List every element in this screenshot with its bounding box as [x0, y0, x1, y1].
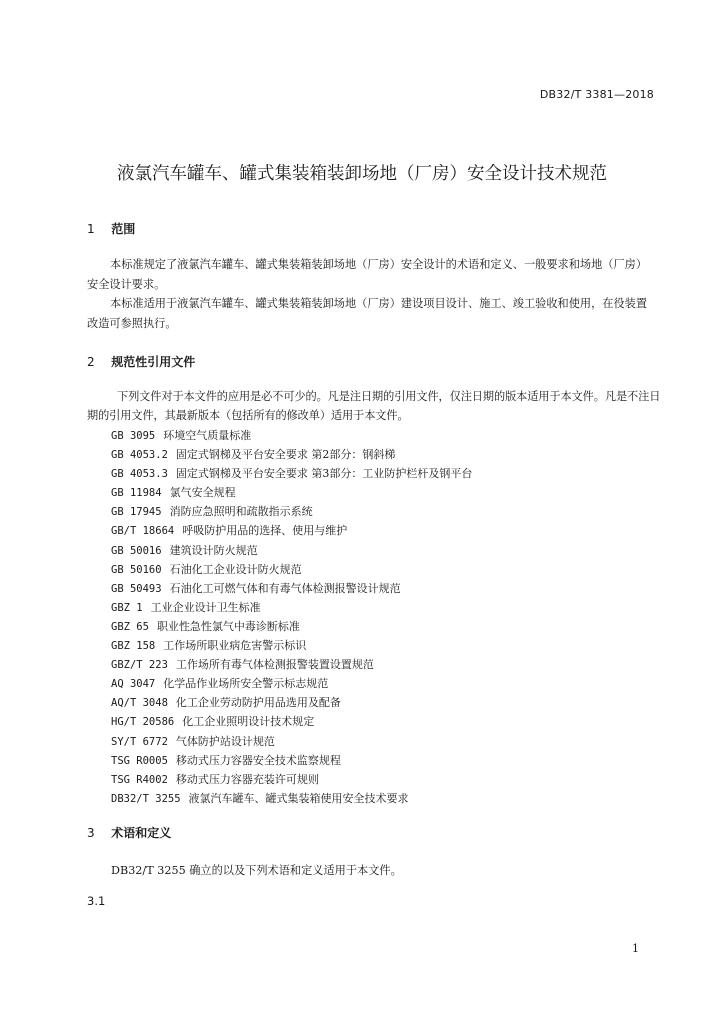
reference-item: GB 3095 环境空气质量标准 — [111, 429, 252, 442]
section-1-heading — [87, 220, 135, 237]
section-2-intro: 下列文件对于本文件的应用是必不可少的。凡是注日期的引用文件，仅注日期的版本适用于本文件。凡是不注日期的引用文件，其最新版本（包括所有的修改单）适用于本文件。 — [87, 390, 661, 422]
section-1-paragraph-1: 本标准规定了液氯汽车罐车、罐式集装箱装卸场地（厂房）安全设计的术语和定义、一般要求和场地（厂房）安全设计要求。 — [87, 258, 648, 291]
reference-item: GBZ/T 223 工作场所有毒气体检测报警装置设置规范 — [111, 658, 374, 672]
reference-item: GB 50016 建筑设计防火规范 — [111, 543, 258, 557]
section-title: 范围 — [111, 222, 136, 236]
reference-item: TSG R4002 移动式压力容器充装许可规则 — [111, 772, 319, 786]
section-title: 规范性引用文件 — [111, 355, 196, 369]
document-title: 液氯汽车罐车、罐式集装箱装卸场地（厂房）安全设计技术规范 — [117, 164, 607, 184]
document-code: DB32/T 3381—2018 — [539, 88, 654, 101]
reference-item: GBZ 65 职业性急性氯气中毒诊断标准 — [111, 619, 300, 633]
section-2-heading — [87, 353, 195, 370]
section-title: 术语和定义 — [111, 826, 172, 840]
reference-item: GB 4053.2 固定式钢梯及平台安全要求 第2部分：钢斜梯 — [111, 448, 396, 462]
section-3-paragraph: DB32/T 3255 确立的以及下列术语和定义适用于本文件。 — [111, 864, 402, 877]
reference-item: AQ 3047 化学品作业场所安全警示标志规范 — [111, 677, 329, 691]
section-3-heading — [87, 824, 171, 841]
section-number: 3 — [87, 826, 95, 840]
reference-item: GB 50493 石油化工可燃气体和有毒气体检测报警设计规范 — [111, 581, 401, 595]
reference-item: GBZ 1 工业企业设计卫生标准 — [111, 600, 261, 614]
section-number: 1 — [87, 222, 95, 236]
reference-item: GB 11984 氯气安全规程 — [111, 486, 236, 500]
reference-item: HG/T 20586 化工企业照明设计技术规定 — [111, 715, 315, 729]
reference-item: GBZ 158 工作场所职业病危害警示标识 — [111, 639, 307, 653]
reference-item: GB/T 18664 呼吸防护用品的选择、使用与维护 — [111, 524, 348, 538]
section-1-paragraph-2: 本标准适用于液氯汽车罐车、罐式集装箱装卸场地（厂房）建设项目设计、施工、竣工验收和使用，在役装置改造可参照执行。 — [87, 297, 648, 330]
reference-item: AQ/T 3048 化工企业劳动防护用品选用及配备 — [111, 696, 341, 710]
normative-references-list — [111, 426, 472, 808]
reference-item: GB 4053.3 固定式钢梯及平台安全要求 第3部分：工业防护栏杆及钢平台 — [111, 467, 473, 481]
reference-item: GB 50160 石油化工企业设计防火规范 — [111, 562, 302, 576]
reference-item: GB 17945 消防应急照明和疏散指示系统 — [111, 505, 313, 519]
reference-item: SY/T 6772 气体防护站设计规范 — [111, 734, 275, 748]
reference-item: TSG R0005 移动式压力容器安全技术监察规程 — [111, 753, 341, 767]
reference-item: DB32/T 3255 液氯汽车罐车、罐式集装箱使用安全技术要求 — [111, 791, 409, 805]
subsection-number: 3.1 — [87, 894, 106, 908]
page-number: 1 — [632, 942, 639, 955]
section-number: 2 — [87, 355, 95, 369]
